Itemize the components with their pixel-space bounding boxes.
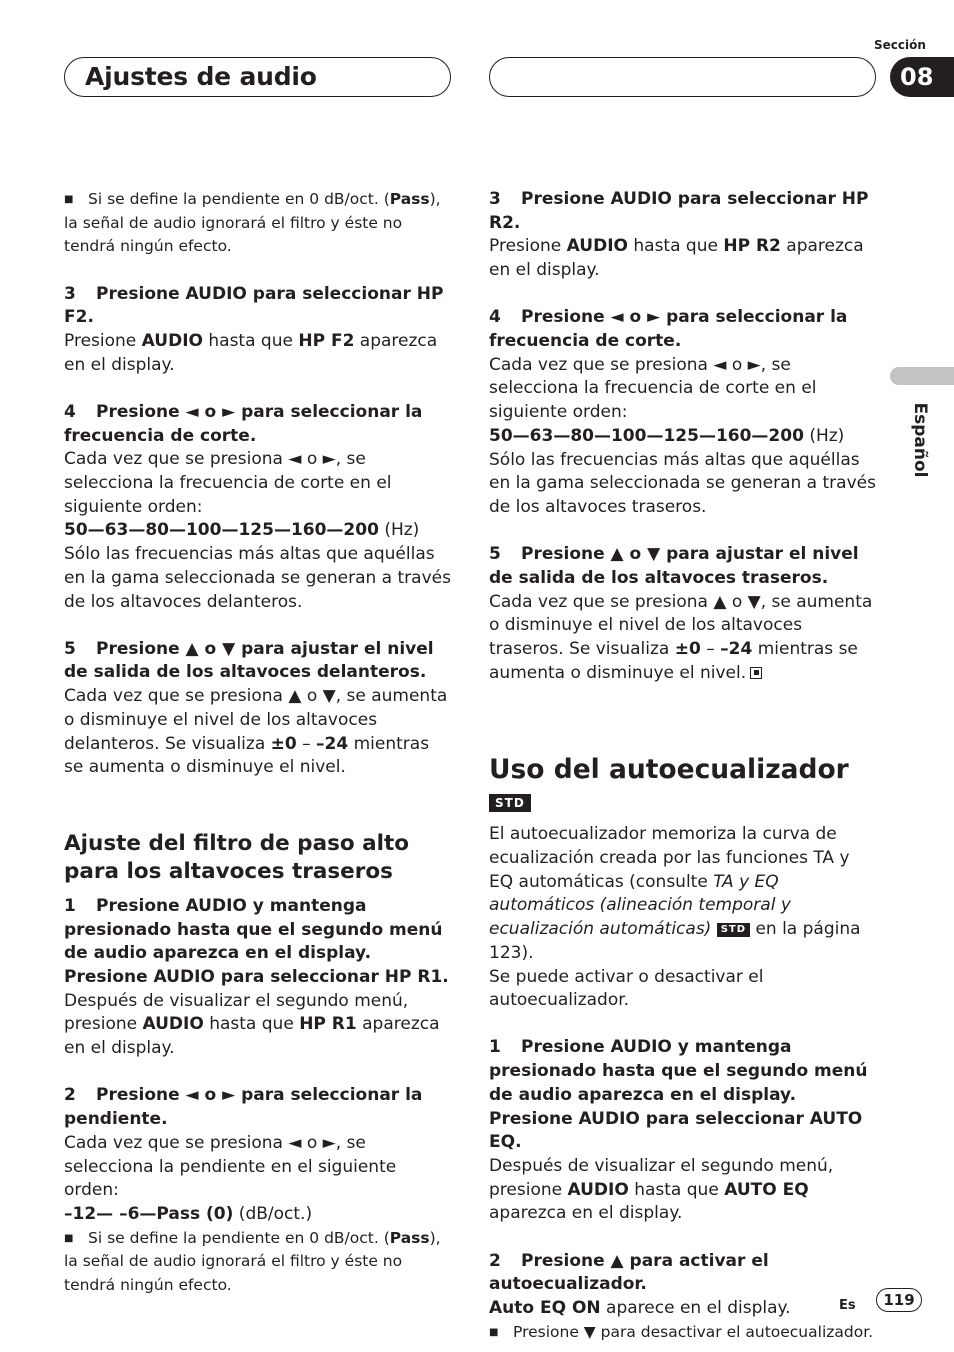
- step-2-heading: 2 Presione ◄ o ► para seleccionar la pendiente.: [64, 1085, 423, 1130]
- language-tab-label: Español: [910, 402, 930, 478]
- step-4-tail: Sólo las frecuencias más altas que aquéllas en la gama seleccionada se generan a través de los altavoces traseros.: [489, 449, 876, 517]
- frequency-list: 50—63—80—100—125—160—200 (Hz): [64, 520, 420, 541]
- footer-language: Es: [839, 1298, 856, 1313]
- step-4-heading: 4 Presione ◄ o ► para seleccionar la frecuencia de corte.: [64, 401, 423, 446]
- step-4-text: Cada vez que se presiona ◄ o ►, se selecciona la frecuencia de corte en el siguiente orden:: [489, 354, 817, 423]
- note-deactivate: ■ Presione ▼ para desactivar el autoecualizador.: [489, 1321, 877, 1345]
- header-frame-right: [489, 57, 876, 97]
- autoeq-intro-2: Se puede activar o desactivar el autoecualizador.: [489, 966, 764, 1011]
- step-3-heading: 3 Presione AUDIO para seleccionar HP R2.: [489, 189, 869, 233]
- autoeq-heading: Uso del autoecualizador STD: [489, 754, 849, 811]
- page-number: 119: [876, 1288, 922, 1312]
- bullet-icon: ■: [489, 1326, 499, 1338]
- step-2-text: Cada vez que se presiona ◄ o ►, se selecciona la pendiente en el siguiente orden:: [64, 1132, 397, 1201]
- rear-filter-heading: Ajuste del filtro de paso alto para los altavoces traseros: [64, 830, 410, 884]
- std-badge-icon: STD: [489, 794, 531, 812]
- section-number-badge: 08: [890, 57, 954, 97]
- step-1-text: Después de visualizar el segundo menú, presione AUDIO hasta que AUTO EQ aparezca en el display.: [489, 1156, 834, 1224]
- slope-list: –12— –6—Pass (0) (dB/oct.): [64, 1203, 313, 1224]
- cross-reference-link: TA y EQ automáticos (alineación temporal y ecualización automáticas): [489, 871, 791, 940]
- step-5-heading: 5 Presione ▲ o ▼ para ajustar el nivel de salida de los altavoces delanteros.: [64, 638, 434, 683]
- std-badge-icon: STD: [717, 923, 750, 937]
- step-4-text: Cada vez que se presiona ◄ o ►, se selecciona la frecuencia de corte en el siguiente orden:: [64, 449, 392, 517]
- step-1-heading: 1 Presione AUDIO y mantenga presionado hasta que el segundo menú de audio aparezca en el display. Presione AUDIO para seleccionar HP R1.: [64, 895, 449, 988]
- step-5-heading: 5 Presione ▲ o ▼ para ajustar el nivel de salida de los altavoces traseros.: [489, 544, 859, 588]
- step-5-text: Cada vez que se presiona ▲ o ▼, se aumenta o disminuye el nivel de los altavoces traseros. Se visualiza ±0 – –24 mientras se aumenta o disminuye el nivel.: [489, 591, 873, 683]
- note-pass-front: ■ Si se define la pendiente en 0 dB/oct. (Pass), la señal de audio ignorará el filtro y éste no tendrá ningún efecto.: [64, 190, 441, 256]
- note-pass-rear: ■ Si se define la pendiente en 0 dB/oct. (Pass), la señal de audio ignorará el filtro y éste no tendrá ningún efecto.: [64, 1228, 441, 1295]
- step-4-heading: 4 Presione ◄ o ► para seleccionar la frecuencia de corte.: [489, 307, 848, 352]
- step-1-heading: 1 Presione AUDIO y mantenga presionado hasta que el segundo menú de audio aparezca en el display. Presione AUDIO para seleccionar AUTO EQ.: [489, 1037, 868, 1153]
- step-1-text: Después de visualizar el segundo menú, presione AUDIO hasta que HP R1 aparezca en el display.: [64, 990, 440, 1059]
- left-column: [64, 188, 452, 1298]
- step-3-text: Presione AUDIO hasta que HP R2 aparezca en el display.: [489, 236, 864, 281]
- step-2-heading: 2 Presione ▲ para activar el autoecualizador.: [489, 1250, 769, 1295]
- right-column: [489, 188, 877, 1344]
- frequency-list: 50—63—80—100—125—160—200 (Hz): [489, 425, 845, 446]
- step-3-text: Presione AUDIO hasta que HP F2 aparezca en el display.: [64, 331, 438, 375]
- step-2-text: Auto EQ ON aparece en el display.: [489, 1298, 791, 1319]
- step-5-text: Cada vez que se presiona ▲ o ▼, se aumenta o disminuye el nivel de los altavoces delanteros. Se visualiza ±0 – –24 mientras se aumenta o disminuye el nivel.: [64, 686, 448, 778]
- bullet-icon: ■: [64, 1232, 74, 1244]
- end-of-section-icon: [750, 667, 762, 679]
- section-title: Ajustes de audio: [85, 62, 317, 91]
- autoeq-intro: El autoecualizador memoriza la curva de ecualización creada por las funciones TA y EQ automáticas (consulte TA y EQ automáticos (alineación temporal y ecualización automáticas) STD en la página 123).: [489, 824, 861, 963]
- language-tab-marker: [890, 367, 954, 385]
- bullet-icon: ■: [64, 194, 74, 205]
- step-4-tail: Sólo las frecuencias más altas que aquéllas en la gama seleccionada se generan a través de los altavoces delanteros.: [64, 544, 451, 612]
- section-label: Sección: [874, 38, 926, 52]
- step-3-heading: 3 Presione AUDIO para seleccionar HP F2.: [64, 283, 444, 328]
